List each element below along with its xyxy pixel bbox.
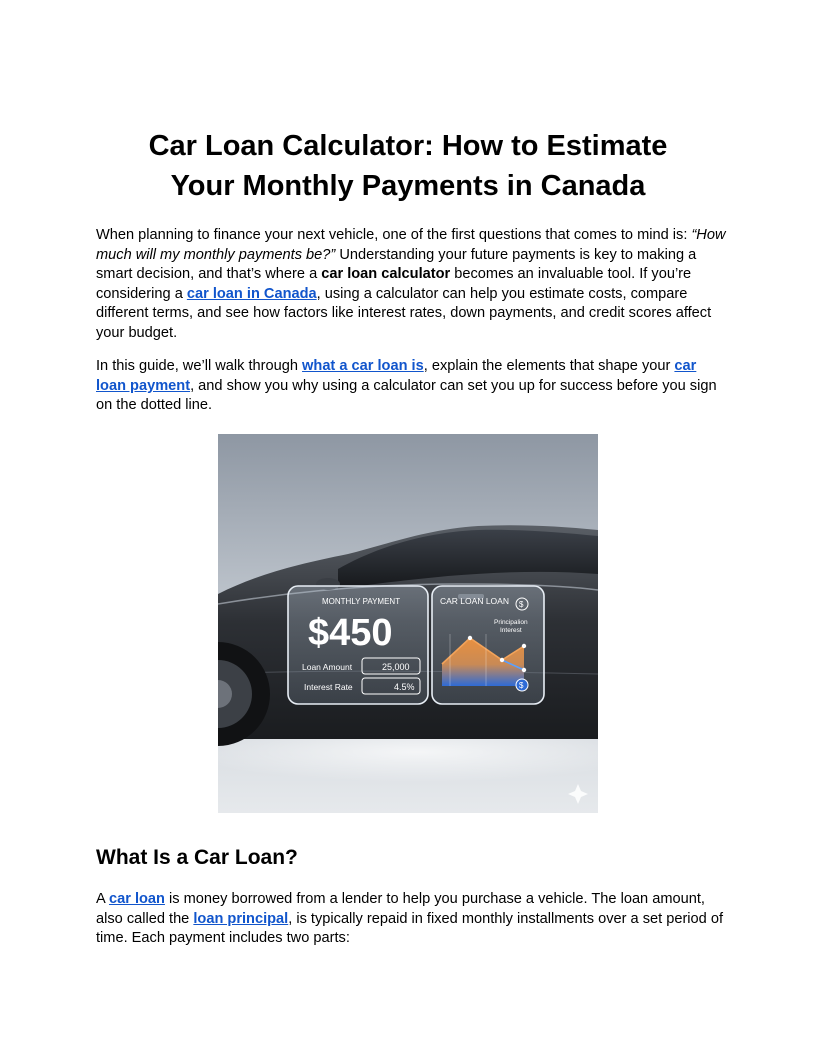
intro-text-1: When planning to finance your next vehicle, one of the first questions that comes to mind is: — [96, 227, 692, 243]
chart-title: CAR LOAN LOAN — [440, 596, 509, 606]
monthly-payment-label: MONTHLY PAYMENT — [322, 597, 401, 606]
guide-text-2: , explain the elements that shape your — [423, 358, 675, 374]
intro-text-4: , using a calculator can help you estimate costs, compare different terms, and see how factors like interest rates, down payments, and credit scores affect your budget. — [96, 285, 712, 341]
hero-image — [218, 434, 598, 813]
page-title — [96, 126, 720, 206]
section-heading: What Is a Car Loan? — [96, 846, 298, 869]
dollar-icon: $ — [519, 600, 524, 609]
title-line-1: Car Loan Calculator: How to Estimate — [148, 130, 668, 162]
loan-principal-link[interactable]: loan principal — [193, 910, 289, 927]
dollar-icon-2: $ — [519, 681, 524, 690]
intro-bold-term: car loan calculator — [321, 266, 451, 283]
title-line-2: Your Monthly Payments in Canada — [170, 170, 646, 202]
carloan-text-1: A — [96, 891, 109, 907]
monthly-payment-amount: $450 — [308, 612, 393, 654]
legend-principal: Principalion — [494, 619, 528, 626]
intro-paragraph — [96, 226, 726, 344]
interest-rate-value: 4.5% — [394, 682, 415, 692]
guide-text-1: In this guide, we’ll walk through — [96, 358, 303, 374]
car-loan-link[interactable]: car loan — [108, 891, 165, 907]
guide-text-3: , and show you why using a calculator can set you up for success before you sign on the dotted line. — [96, 377, 717, 414]
what-a-car-loan-is-link[interactable]: what a car loan is — [302, 358, 424, 374]
intro-text-3: becomes an invaluable tool. If you’re considering a — [96, 266, 692, 302]
intro-text-2: Understanding your future payments is key to making a smart decision, and that’s where a — [96, 246, 697, 283]
carloan-text-2: is money borrowed from a lender to help you purchase a vehicle. The loan amount, also called the — [96, 891, 705, 927]
intro-quote: “How much will my monthly payments be?” — [96, 227, 726, 263]
loan-amount-value: 25,000 — [382, 662, 410, 672]
car-loan-in-canada-link[interactable]: car loan in Canada — [186, 285, 317, 302]
guide-paragraph — [96, 357, 726, 416]
car-loan-payment-link[interactable]: car loan payment — [96, 358, 697, 394]
carloan-text-3: , is typically repaid in fixed monthly installments over a set period of time. Each payment includes two parts: — [96, 910, 724, 947]
car-loan-paragraph — [96, 890, 726, 949]
loan-amount-label: Loan Amount — [302, 662, 353, 672]
car-illustration — [218, 434, 598, 813]
legend-interest: Interest — [500, 627, 522, 634]
interest-rate-label: Interest Rate — [304, 682, 353, 692]
